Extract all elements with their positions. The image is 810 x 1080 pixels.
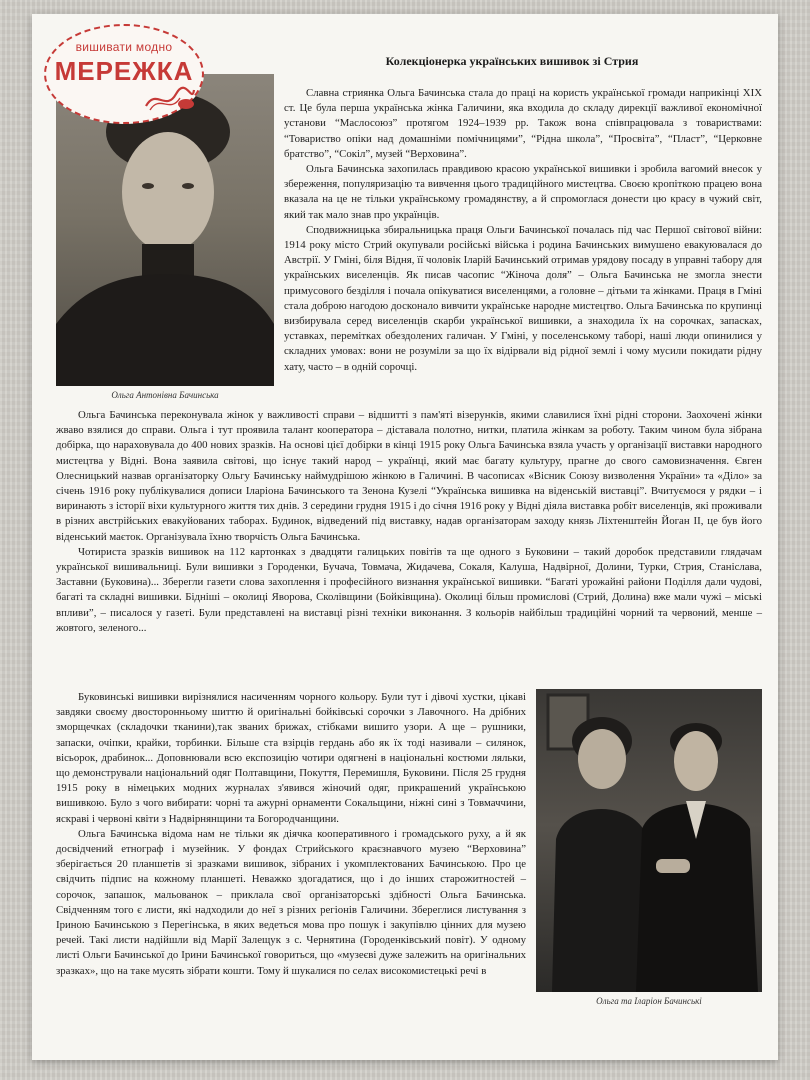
portrait-caption: Ольга Антонівна Бачинська — [111, 390, 219, 400]
paragraph: Ольга Бачинська захопилась правдивою красою української вишивки і зробила вагомий внесок у збереження, популяризацію та вивчення цього традиційного мистецтва. Своєю кропіткою працею вона вказала на це не тільки українському громадянству, а й спромоглася донести цю красу в чужий світ, який так мало знав про українців. — [284, 163, 762, 221]
brand-logo[interactable] — [44, 24, 204, 124]
bottom-column — [56, 690, 526, 979]
logo-wordmark: МЕРЕЖКА — [54, 56, 194, 86]
logo-tagline: вишивати модно — [75, 40, 173, 54]
document-page — [32, 14, 778, 1060]
portrait-photo-graphic — [56, 74, 274, 386]
couple-caption: Ольга та Іларіон Бачинські — [596, 996, 702, 1006]
paragraph: Чотириста зразків вишивок на 112 картонках з двадцяти галицьких повітів та ще одного з Буковини – такий доробок представили глядачам української вишивальниці. Були вишивки з Городенки, Бучача, Товмача, Жидачева, Сокаля, Калуша, Надвірної, Долини, Турки, Стрия, Станіслава, Заставни (Буковина)... Зберегли газети слова захоплення і професійного визнання української вишивки. “Багаті урожайні райони Поділля дали чудові, багаті та складні вишивки. Бідніші – околиці Яворова, Сколівщини (Бойківщина). Околиці більш промислові (Стрий, Долина) вже мали чужі – міські впливи”, – писалося у газеті. Були представлені на виставці різні техніки виконання. З кольорів найбільш традиційні чорний та червоний, менше – жовтого, зеленого... — [56, 545, 762, 634]
paragraph: Славна стриянка Ольга Бачинська стала до праці на користь української громади наприкінці XIX ст. Це була перша українська жінка Галичини, яка входила до складу дирекції важливої економічної установи “Маслосоюз” протягом 1924–1939 рр. Також вона співпрацювала з товариствами: “Товариство опіки над домашніми помічницями”, “Рідна школа”, “Просвіта”, “Пласт”, “Церковне братство”, “Сокіл”, музей “Верховина”. — [284, 87, 762, 160]
paragraph: Ольга Бачинська переконувала жінок у важливості справи – відшитті з пам'яті візерунків, якими славилися їхні рідні сторони. Заохочені жінки жваво взялися до справи. Ольга і тут проявила талант кооператора – діставала полотно, нитки, платила жінкам за роботу. Таким чином була зібрана добірка, що нараховувала до 400 нових зразків. На основі цієї добірки в кінці 1915 року Ольга Бачинська взяла участь у організації виставки народного мистецтва у Відні. Вона заявила світові, що існує такий народ – українці, який має багату культуру, прагне до свого самовизначення. Євген Олесницький назвав організаторку Ольгу Бачинську наймудрішою жінкою в Галичині. В часописах «Вісник Союзу визволення України» та «Діло» за січень 1916 року публікувалися дописи Іларіона Бачинського та Зенона Кузелі “Українська вишивка на віденській виставці”. Вчитуємося у рядки – і виринають з історії віхи культурного життя тих днів. З середини грудня 1915 і до січня 1916 року у Відні діяла виставка робіт виселенців, які проживали в різних австрійських евакуйованих таборах. Будинок, відведений під виставку, надав організаторам заходу князь Ліхтенштейн Йоган II, це був його віденський маєток. Організувала їхню творчість Ольга Бачинська. — [56, 409, 762, 543]
intro-column — [284, 86, 762, 375]
middle-section — [56, 408, 762, 636]
embroidery-thread-icon — [142, 84, 198, 114]
couple-photo-graphic — [536, 689, 762, 992]
couple-photo — [536, 689, 762, 992]
paragraph: Сподвижницька збиральницька праця Ольги Бачинської почалась під час Першої світової війни: 1914 року місто Стрий окупували російські війська і родина Бачинських вимушено евакуювалася до Австрії. У Гміні, біля Відня, її чоловік Іларій Бачинський отримав урядову посаду в управні табору для українських виселенців. Як писав часопис “Жіноча доля” – Ольга Бачинська не змогла знести примусового безділля і почала опікуватися виселенцями, а головне – дітьми та жінками. Праця в Гміні стала доброю нагодою досконало вивчити українське народне мистецтво. Ольга Бачинська по крупинці визбирувала серед виселенців скарби української вишивки, а знаходила їх на сорочках, запасках, уставках, перемітках обездолених галичан. У Гміні, у поселенському таборі, наші люди опинилися у складних умовах: вони не розуміли за що їх відірвали від рідної землі і чому мусили покидати рідну хату, часто – в одній сорочці. — [284, 223, 762, 373]
page-title: Колекціонерка українських вишивок зі Стрия — [385, 54, 639, 68]
paragraph: Буковинські вишивки вирізнялися насиченням чорного кольору. Були тут і дівочі хустки, цікаві завдяки своєму двосторонньому шиттю й оригінальні бойківські сорочки з Лавочного. На дрібних зморщечках (складочки тканини),так званих брижах, стібками вишито узори. А ще – рушники, запаски, очіпки, крайки, торбинки. Більше ста взірців гердань або як їх тоді називали – силянок, вісьорок, драбинок... Доповнювали всю експозицію чотири одягнені в національні костюми ляльки, що демонстрували національний одяг Полтавщини, Покуття, Перемишля, Буковини. Після 25 грудня 1915 року в німецьких модних журналах з'явився жіночий одяг, прикрашений українською вишивкою. Було з чого вибирати: чорні та ажурні орнаменти Сокальщини, ніжні сині з Товмаччини, яскраві і червоні квіти з Надвірнянщини та Богородчанщини. — [56, 691, 526, 825]
paragraph: Ольга Бачинська відома нам не тільки як діячка кооперативного і громадського руху, а й як досвідчений етнограф і музейник. У фондах Стрийського краєзнавчого музею “Верховина” зберігається 20 планшетів зі зразками вишивок, зібраних і укомплектованих Бачинською. Про це свідчить підпис на кожному планшеті. Неважко здогадатися, що і до інших старожитностей – сорочок, запашок, мальованок – приклала свої організаторські здібності Ольга Бачинська. Свідченням того є листи, які надходили до неї з різних регіонів Галичини. Збереглися листування з Іриною Бачинською з Перегінська, в яких ведеться мова про пошук і закупівлю цінних для музею речей. Такі листи надійшли від Марії Залещук з с. Чернятина (Городенківський повіт). У одному листі Ольги Бачинської до Ірини Бачинської говориться, що «музеєві дуже залежить на оригінальних зразках», що на таке мусять зібрати кошти. Тому й шукалися по селах високомистецькі речі в — [56, 827, 526, 977]
portrait-photo — [56, 74, 274, 386]
